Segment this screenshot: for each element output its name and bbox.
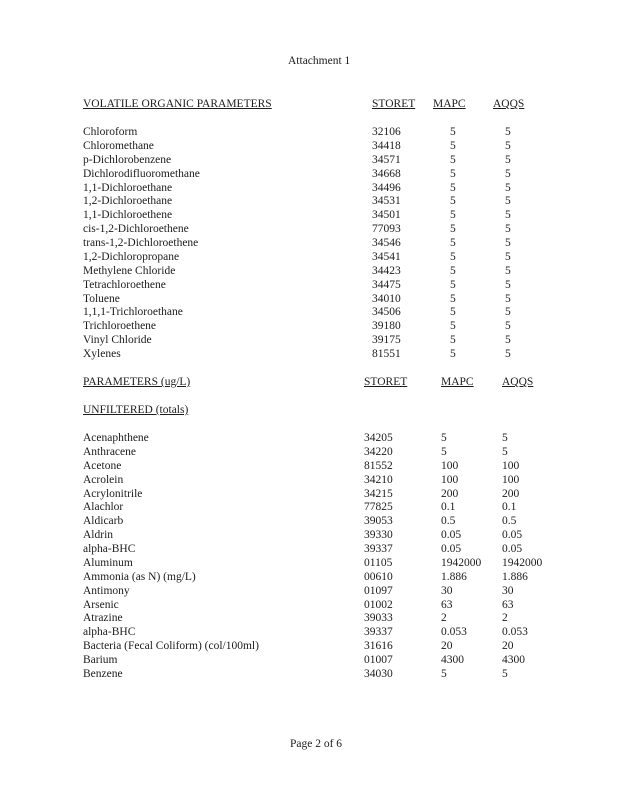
parameter-name: p-Dichlorobenzene [83,153,172,166]
parameter-name: Toluene [83,292,120,305]
table-row [0,640,618,654]
table-row [0,668,618,682]
storet-code: 34501 [372,209,401,222]
parameter-name: Barium [83,654,118,667]
storet-code: 34010 [372,292,401,305]
aqqs-value: 5 [505,292,511,305]
aqqs-value: 63 [502,598,514,611]
aqqs-value: 1.886 [502,570,528,583]
storet-code: 81552 [364,459,393,472]
storet-code: 34506 [372,306,401,319]
aqqs-value: 5 [502,445,508,458]
aqqs-value: 5 [505,334,511,347]
aqqs-value: 5 [505,181,511,194]
parameter-name: Trichloroethene [83,320,157,333]
mapc-value: 20 [441,640,453,653]
parameter-name: Aldicarb [83,515,124,528]
storet-code: 77825 [364,501,393,514]
mapc-value: 5 [450,195,456,208]
table-row [0,140,618,154]
parameter-name: Acrylonitrile [83,487,143,500]
table-row [0,293,618,307]
table-row [0,654,618,668]
aqqs-value: 5 [505,126,511,138]
parameter-name: alpha-BHC [83,543,136,556]
aqqs-value: 5 [505,237,511,250]
parameter-name: alpha-BHC [83,626,136,639]
storet-code: 01097 [364,584,393,597]
table-row [0,626,618,640]
mapc-value: 5 [450,181,456,194]
column-header-aqqs: AQQS [493,98,525,110]
aqqs-value: 20 [502,640,514,653]
mapc-value: 100 [441,459,459,472]
mapc-value: 5 [450,223,456,236]
aqqs-value: 5 [505,320,511,333]
table-row [0,334,618,348]
storet-code: 34496 [372,181,401,194]
aqqs-value: 0.1 [502,501,517,514]
table-row [0,557,618,571]
storet-code: 34210 [364,473,393,486]
storet-code: 34531 [372,195,401,208]
parameter-name: Anthracene [83,445,136,458]
aqqs-value: 5 [505,223,511,236]
column-header-storet: STORET [372,98,416,110]
mapc-value: 5 [450,264,456,277]
table-row [0,585,618,599]
aqqs-value: 5 [502,432,508,444]
mapc-value: 200 [441,487,459,500]
aqqs-value: 5 [505,306,511,319]
table-row [0,320,618,334]
storet-code: 81551 [372,348,401,361]
aqqs-value: 200 [502,487,520,500]
table-row [0,571,618,585]
storet-code: 34668 [372,167,401,180]
storet-code: 39337 [364,626,393,639]
aqqs-value: 30 [502,584,514,597]
table-row [0,223,618,237]
column-header-aqqs-2: AQQS [502,376,534,388]
table-row [0,182,618,196]
aqqs-value: 5 [505,195,511,208]
mapc-value: 0.5 [441,515,456,528]
parameter-name: Methylene Chloride [83,264,176,277]
aqqs-value: 5 [505,250,511,263]
parameter-name: Acenaphthene [83,432,149,444]
aqqs-value: 0.05 [502,529,523,542]
table-row [0,126,618,140]
table-row [0,279,618,293]
storet-code: 31616 [364,640,393,653]
mapc-value: 5 [450,209,456,222]
aqqs-value: 5 [505,139,511,152]
parameter-name: Xylenes [83,348,121,361]
mapc-value: 1942000 [441,556,482,569]
aqqs-value: 100 [502,459,520,472]
parameter-name: Aldrin [83,529,114,542]
mapc-value: 0.05 [441,529,462,542]
table-row [0,488,618,502]
mapc-value: 63 [441,598,453,611]
mapc-value: 30 [441,584,453,597]
parameter-name: Atrazine [83,612,123,625]
mapc-value: 0.05 [441,543,462,556]
parameter-name: Chloromethane [83,139,154,152]
table-row [0,168,618,182]
aqqs-value: 5 [505,153,511,166]
mapc-value: 5 [441,432,447,444]
aqqs-value: 5 [505,348,511,361]
mapc-value: 5 [450,292,456,305]
parameter-name: Acrolein [83,473,124,486]
parameter-name: 1,1,1-Trichloroethane [83,306,183,319]
table-row [0,474,618,488]
aqqs-value: 0.5 [502,515,517,528]
aqqs-value: 4300 [502,654,525,667]
storet-code: 32106 [372,126,401,138]
storet-code: 34571 [372,153,401,166]
parameter-name: Antimony [83,584,130,597]
storet-code: 39330 [364,529,393,542]
parameter-name: Acetone [83,459,122,472]
storet-code: 34546 [372,237,401,250]
storet-code: 34205 [364,432,393,444]
mapc-value: 5 [441,667,447,680]
aqqs-value: 2 [502,612,508,625]
table-row [0,195,618,209]
storet-code: 34220 [364,445,393,458]
storet-code: 01002 [364,598,393,611]
storet-code: 34475 [372,278,401,291]
parameter-name: Vinyl Chloride [83,334,152,347]
table-row [0,306,618,320]
table-row [0,237,618,251]
column-header-mapc: MAPC [433,98,466,110]
storet-code: 39180 [372,320,401,333]
mapc-value: 5 [441,445,447,458]
table-row [0,501,618,515]
mapc-value: 5 [450,167,456,180]
aqqs-value: 5 [505,264,511,277]
storet-code: 00610 [364,570,393,583]
mapc-value: 0.053 [441,626,467,639]
parameter-name: Bacteria (Fecal Coliform) (col/100ml) [83,640,259,653]
storet-code: 39337 [364,543,393,556]
storet-code: 34030 [364,667,393,680]
aqqs-value: 100 [502,473,520,486]
parameter-name: 1,1-Dichloroethane [83,181,173,194]
storet-code: 39175 [372,334,401,347]
section-heading-parameters: PARAMETERS (ug/L) [83,376,191,388]
parameter-name: Aluminum [83,556,133,569]
parameter-name: cis-1,2-Dichloroethene [83,223,189,236]
parameter-name: Chloroform [83,126,138,138]
mapc-value: 5 [450,139,456,152]
mapc-value: 5 [450,250,456,263]
storet-code: 34215 [364,487,393,500]
aqqs-value: 5 [505,167,511,180]
table-row [0,154,618,168]
storet-code: 34418 [372,139,401,152]
section-heading-volatile: VOLATILE ORGANIC PARAMETERS [83,98,272,110]
storet-code: 34541 [372,250,401,263]
mapc-value: 1.886 [441,570,467,583]
column-header-storet-2: STORET [364,376,408,388]
storet-code: 39033 [364,612,393,625]
aqqs-value: 1942000 [502,556,543,569]
table-row [0,265,618,279]
storet-code: 34423 [372,264,401,277]
mapc-value: 5 [450,278,456,291]
table-row [0,348,618,362]
storet-code: 77093 [372,223,401,236]
table-row [0,543,618,557]
table-row [0,599,618,613]
mapc-value: 100 [441,473,459,486]
table-row [0,515,618,529]
mapc-value: 4300 [441,654,464,667]
mapc-value: 5 [450,237,456,250]
storet-code: 01105 [364,556,393,569]
aqqs-value: 0.05 [502,543,523,556]
parameter-name: 1,2-Dichloroethane [83,195,173,208]
aqqs-value: 5 [502,667,508,680]
parameter-name: Ammonia (as N) (mg/L) [83,570,196,583]
parameter-name: 1,2-Dichloropropane [83,250,180,263]
table-row [0,251,618,265]
page-number: Page 2 of 6 [290,738,343,750]
mapc-value: 5 [450,126,456,138]
mapc-value: 5 [450,306,456,319]
table-row [0,432,618,446]
aqqs-value: 5 [505,209,511,222]
aqqs-value: 5 [505,278,511,291]
parameter-name: 1,1-Dichloroethene [83,209,173,222]
column-header-mapc-2: MAPC [441,376,474,388]
mapc-value: 5 [450,348,456,361]
storet-code: 01007 [364,654,393,667]
table-row [0,460,618,474]
aqqs-value: 0.053 [502,626,528,639]
parameter-name: Benzene [83,667,123,680]
table-row [0,612,618,626]
table-row [0,446,618,460]
storet-code: 39053 [364,515,393,528]
mapc-value: 5 [450,153,456,166]
parameter-name: Alachlor [83,501,124,514]
parameter-name: Arsenic [83,598,119,611]
parameter-name: Dichlorodifluoromethane [83,167,200,180]
subheading-unfiltered: UNFILTERED (totals) [83,404,189,416]
parameter-name: trans-1,2-Dichloroethene [83,237,199,250]
parameter-name: Tetrachloroethene [83,278,166,291]
mapc-value: 5 [450,334,456,347]
table-row [0,529,618,543]
table-row [0,209,618,223]
mapc-value: 2 [441,612,447,625]
mapc-value: 0.1 [441,501,456,514]
page-title: Attachment 1 [288,55,351,67]
mapc-value: 5 [450,320,456,333]
